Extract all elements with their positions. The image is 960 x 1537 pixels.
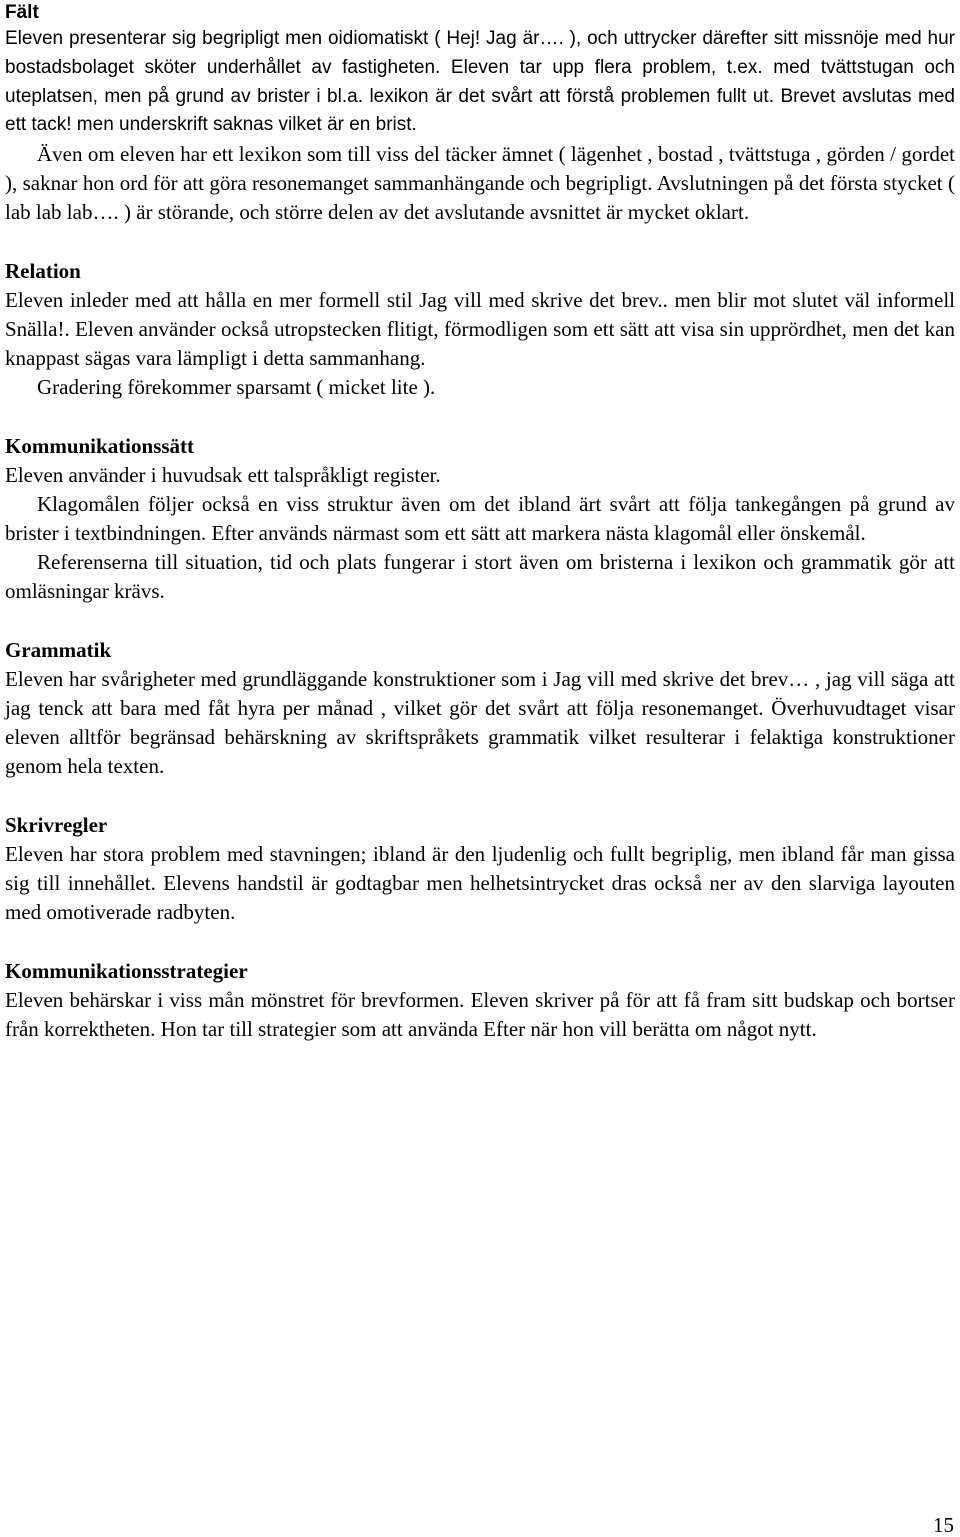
paragraph-kommunikationssatt-3: Referenserna till situation, tid och plats fungerar i stort även om bristerna i lexikon och grammatik gör att omläsningar krävs. bbox=[5, 550, 955, 604]
heading-grammatik: Grammatik bbox=[5, 638, 112, 663]
page-number: 15 bbox=[933, 1513, 954, 1537]
paragraph-grammatik-1: Eleven har svårigheter med grundläggande konstruktioner som i Jag vill med skrive det brev… , jag vill säga att jag tenck att bara med fåt hyra per månad , vilket gör det svårt att följa resonemanget. Överhuvudtaget visar eleven alltför begränsad behärskning av skriftspråkets grammatik vilket resulterar i felaktiga konstruktioner genom hela texten. bbox=[5, 667, 955, 779]
paragraph-kommunikationssatt-2: Klagomålen följer också en viss struktur även om det ibland ärt svårt att följa tankegången på grund av brister i textbindningen. Efter används närmast som ett sätt att markera nästa klagomål eller önskemål. bbox=[5, 492, 955, 546]
heading-falt: Fält bbox=[5, 2, 39, 23]
paragraph-falt-1: Eleven presenterar sig begripligt men oidiomatiskt ( Hej! Jag är…. ), och uttrycker därefter sitt missnöje med hur bostadsbolaget sköter underhållet av fastigheten. Eleven tar upp flera problem, t.ex. med tvättstugan och uteplatsen, men på grund av brister i bl.a. lexikon är det svårt att förstå problemen fullt ut. Brevet avslutas med ett tack! men underskrift saknas vilket är en brist. bbox=[5, 28, 955, 136]
heading-skrivregler: Skrivregler bbox=[5, 813, 108, 838]
section-kommunikationssatt bbox=[5, 432, 955, 606]
heading-kommunikationsstrategier: Kommunikationsstrategier bbox=[5, 959, 248, 984]
heading-relation: Relation bbox=[5, 259, 81, 284]
paragraph-skrivregler-1: Eleven har stora problem med stavningen; ibland är den ljudenlig och fullt begriplig, men ibland får man gissa sig till innehållet. Elevens handstil är godtagbar men helhetsintrycket dras också ner av den slarviga layouten med omotiverade radbyten. bbox=[5, 842, 955, 925]
section-grammatik bbox=[5, 636, 955, 781]
paragraph-kommunikationssatt-1: Eleven använder i huvudsak ett talspråkligt register. bbox=[5, 463, 441, 488]
section-falt bbox=[5, 0, 955, 227]
paragraph-relation-1: Eleven inleder med att hålla en mer formell stil Jag vill med skrive det brev.. men blir mot slutet väl informell Snälla!. Eleven använder också utropstecken flitigt, förmodligen som ett sätt att visa sin upprördhet, men det kan knappast sägas vara lämpligt i detta sammanhang. bbox=[5, 288, 955, 371]
paragraph-kommunikationsstrategier-1: Eleven behärskar i viss mån mönstret för brevformen. Eleven skriver på för att få fram sitt budskap och bortser från korrektheten. Hon tar till strategier som att använda Efter när hon vill berätta om något nytt. bbox=[5, 988, 955, 1042]
document-page bbox=[5, 0, 955, 1044]
section-kommunikationsstrategier bbox=[5, 957, 955, 1044]
paragraph-falt-2: Även om eleven har ett lexikon som till viss del täcker ämnet ( lägenhet , bostad , tvättstuga , görden / gordet ), saknar hon ord för att göra resonemanget sammanhängande och begripligt. Avslutningen på det första stycket ( lab lab lab…. ) är störande, och större delen av det avslutande avsnittet är mycket oklart. bbox=[5, 142, 955, 225]
heading-kommunikationssatt: Kommunikationssätt bbox=[5, 434, 195, 459]
paragraph-relation-2: Gradering förekommer sparsamt ( micket lite ). bbox=[37, 375, 436, 400]
section-skrivregler bbox=[5, 811, 955, 927]
section-relation bbox=[5, 257, 955, 402]
